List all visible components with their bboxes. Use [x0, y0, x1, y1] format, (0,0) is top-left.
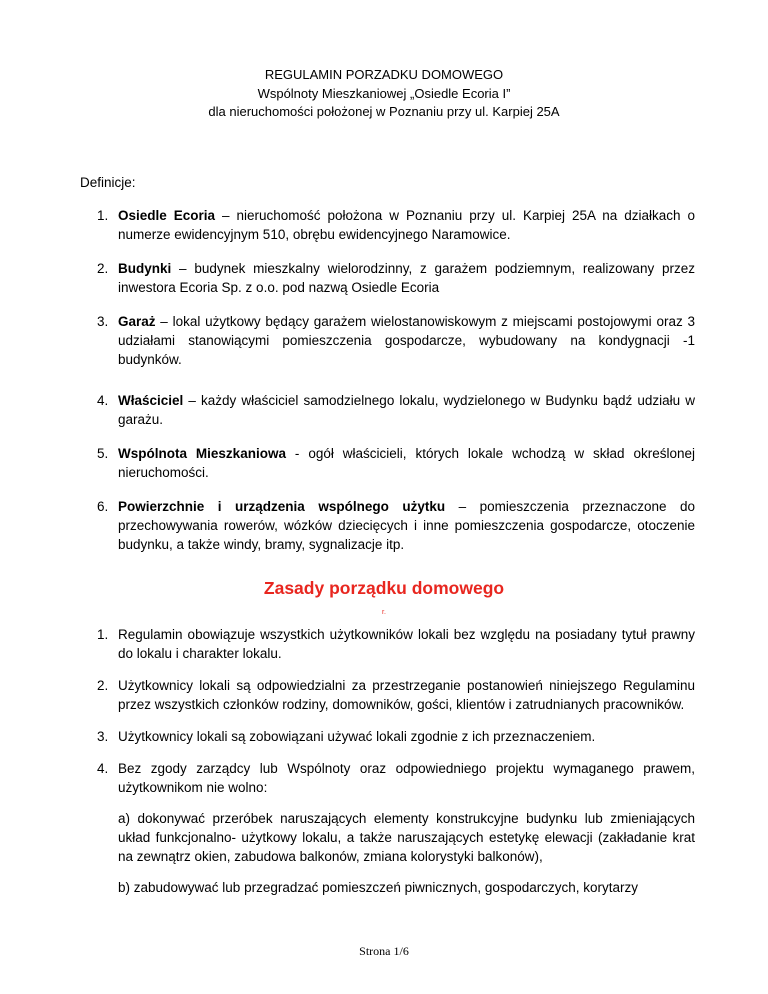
rule-text: Użytkownicy lokali są zobowiązani używać lokali zgodnie z ich przeznaczeniem. [118, 729, 596, 744]
title-line-3: dla nieruchomości położonej w Poznaniu przy ul. Karpiej 25A [208, 104, 560, 119]
list-number: 2. [97, 678, 109, 693]
definition-text: - ogół właścicieli, których lokale wchodzą w skład określonej nieruchomości. [118, 446, 695, 480]
rule-subitem-a: a) dokonywać przeróbek naruszających elementy konstrukcyjne budynku lub zmieniających układ funkcjonalno- użytkowy lokalu, a także naruszających estetykę elewacji (zakładanie krat na zewnątrz okien, zabudowa balkonów, zmiana kolorystyki balkonów), [118, 811, 695, 864]
definitions-heading: Definicje: [80, 175, 136, 190]
section-mark: r. [382, 609, 386, 616]
list-number: 3. [97, 729, 109, 744]
definition-text: – każdy właściciel samodzielnego lokalu, wydzielonego w Budynku bądź udziału w garażu. [118, 393, 695, 427]
definition-text: – nieruchomość położona w Poznaniu przy ul. Karpiej 25A na działkach o numerze ewidencyjnym 510, obrębu ewidencyjnego Naramowice. [118, 208, 696, 242]
title-line-2: Wspólnoty Mieszkaniowej „Osiedle Ecoria I” [257, 85, 511, 101]
definition-text: – pomieszczenia przeznaczone do przechowywania rowerów, wózków dziecięcych i inne pomieszczenia gospodarcze, otoczenie budynku, a także windy, bramy, sygnalizacje itp. [118, 499, 695, 552]
definition-term: Garaż [118, 314, 156, 329]
rule-text: Regulamin obowiązuje wszystkich użytkowników lokali bez względu na posiadany tytuł prawny do lokalu i charakter lokalu. [118, 627, 695, 661]
definition-term: Powierzchnie i urządzenia wspólnego użytku [118, 499, 446, 514]
rule-subitem-b: b) zabudowywać lub przegradzać pomieszczeń piwnicznych, gospodarczych, korytarzy [118, 880, 638, 895]
definition-item [80, 259, 695, 297]
document-title [0, 66, 768, 122]
rule-item [80, 727, 695, 746]
definition-item [80, 444, 695, 482]
definition-item [80, 497, 695, 554]
definition-text: – lokal użytkowy będący garażem wielostanowiskowym z miejscami postojowymi oraz 3 udziałami stanowiącymi pomieszczenia gospodarcze, wybudowany na kondygnacji -1 budynków. [118, 314, 695, 367]
definition-term: Wspólnota Mieszkaniowa [118, 446, 286, 461]
list-number: 4. [97, 761, 109, 776]
rules-list [80, 625, 695, 910]
rule-text: Użytkownicy lokali są odpowiedzialni za przestrzeganie postanowień niniejszego Regulaminu przez wszystkich członków rodziny, domowników, gości, klientów i zatrudnianych pracowników. [118, 678, 695, 712]
section-title: Zasady porządku domowego [263, 578, 505, 598]
list-number: 3. [97, 314, 109, 329]
title-line-1: REGULAMIN PORZADKU DOMOWEGO [264, 67, 504, 82]
definition-term: Osiedle Ecoria [118, 208, 216, 223]
list-number: 5. [97, 446, 109, 461]
definition-term: Właściciel [118, 393, 184, 408]
list-number: 2. [97, 261, 109, 276]
page-number: Strona 1/6 [359, 944, 409, 958]
definitions-list [80, 206, 695, 569]
rule-text: Bez zgody zarządcy lub Wspólnoty oraz odpowiedniego projektu wymaganego prawem, użytkownikom nie wolno: [118, 761, 695, 795]
definition-item [80, 391, 695, 429]
definition-item [80, 312, 695, 369]
rule-item [80, 625, 695, 663]
list-number: 1. [97, 208, 109, 223]
definition-item [80, 206, 695, 244]
rule-item [80, 759, 695, 897]
list-number: 6. [97, 499, 109, 514]
definition-term: Budynki [118, 261, 172, 276]
definition-text: – budynek mieszkalny wielorodzinny, z garażem podziemnym, realizowany przez inwestora Ecoria Sp. z o.o. pod nazwą Osiedle Ecoria [118, 261, 695, 295]
rule-item [80, 676, 695, 714]
list-number: 1. [97, 627, 109, 642]
list-number: 4. [97, 393, 109, 408]
